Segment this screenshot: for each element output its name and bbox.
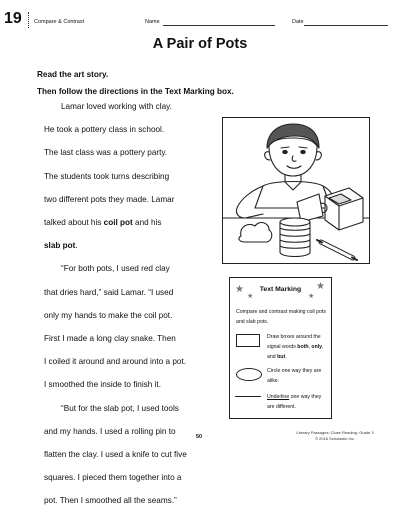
name-label: Name (145, 19, 160, 25)
instruction-text: , and (267, 344, 324, 360)
directions-line: Then follow the directions in the Text Marking box. (37, 87, 234, 96)
name-line[interactable] (163, 25, 275, 26)
story-line: pot. Then I smoothed all the seams.” (44, 496, 177, 506)
circle-instruction: Circle one way they are alike. (267, 368, 322, 384)
pottery-illustration (222, 117, 370, 264)
story-line: The last class was a pottery party. (44, 148, 168, 158)
footer-credit (279, 430, 391, 442)
boy-making-pots-image (223, 118, 369, 263)
coil-pot-term: coil pot (103, 218, 133, 228)
date-label: Date (292, 19, 304, 25)
underline-word: Underline (267, 394, 290, 400)
instruction-text: , (308, 344, 312, 350)
story-line: “For both pots, I used red clay (61, 264, 170, 274)
instruction-text: . (285, 354, 287, 360)
story-line (44, 211, 234, 234)
signal-word-only: only (311, 344, 323, 350)
worksheet-header (0, 0, 400, 40)
story-line: squares. I pieced them together into a (44, 473, 182, 483)
story-text-segment: talked about his (44, 218, 104, 228)
header-divider (28, 12, 29, 28)
story-text (44, 95, 234, 513)
story-line: flatten the clay. I used a knife to cut five (44, 450, 187, 460)
story-line: He took a pottery class in school. (44, 125, 165, 135)
page-number: 19 (4, 10, 22, 27)
signal-word-both: both (297, 344, 309, 350)
underline-mark-sample (235, 396, 261, 397)
slab-pot-term: slab pot (44, 241, 76, 251)
text-marking-title: Text Marking (259, 286, 302, 293)
topic-label: Compare & Contrast (34, 19, 85, 25)
star-icon: ★ (308, 293, 315, 300)
text-marking-intro: Compare and contrast making coil pots and slab pots. (236, 309, 326, 325)
underline-instruction (267, 392, 329, 412)
footer-page-number: 50 (196, 434, 203, 440)
story-line: I smoothed the inside to finish it. (44, 380, 161, 390)
story-text-segment: . (75, 241, 78, 251)
oval-mark-sample (236, 368, 262, 381)
box-mark-sample (236, 334, 260, 347)
signal-word-but: but (277, 354, 286, 360)
box-instruction (267, 332, 329, 362)
story-line (44, 234, 234, 257)
story-text-segment: and his (132, 218, 162, 228)
story-line: The students took turns describing (44, 171, 170, 181)
credit-line: © 2016 Scholastic Inc. (315, 436, 355, 441)
story-line: “But for the slab pot, I used tools (61, 403, 179, 413)
directions-line: Read the art story. (37, 70, 109, 79)
star-icon: ★ (247, 293, 254, 300)
story-line: Lamar loved working with clay. (61, 102, 172, 111)
instruction-text: Draw boxes around the signal words (267, 334, 321, 350)
credit-line: Literary Passages: Close Reading: Grade 3 (296, 430, 374, 435)
page-title: A Pair of Pots (152, 36, 248, 52)
story-line: that dries hard,” said Lamar. “I used (44, 287, 174, 297)
text-marking-box (229, 277, 332, 419)
star-icon: ★ (316, 281, 325, 292)
star-icon: ★ (235, 284, 244, 295)
story-line: two different pots they made. Lamar (44, 194, 175, 204)
story-line: and my hands. I used a rolling pin to (44, 426, 176, 436)
story-line: only my hands to make the coil pot. (44, 310, 173, 320)
instruction-text: one way they are different. (267, 394, 322, 410)
story-line: First I made a long clay snake. Then (44, 334, 176, 344)
story-line: I coiled it around and around into a pot. (44, 357, 187, 367)
date-line[interactable] (304, 25, 388, 26)
